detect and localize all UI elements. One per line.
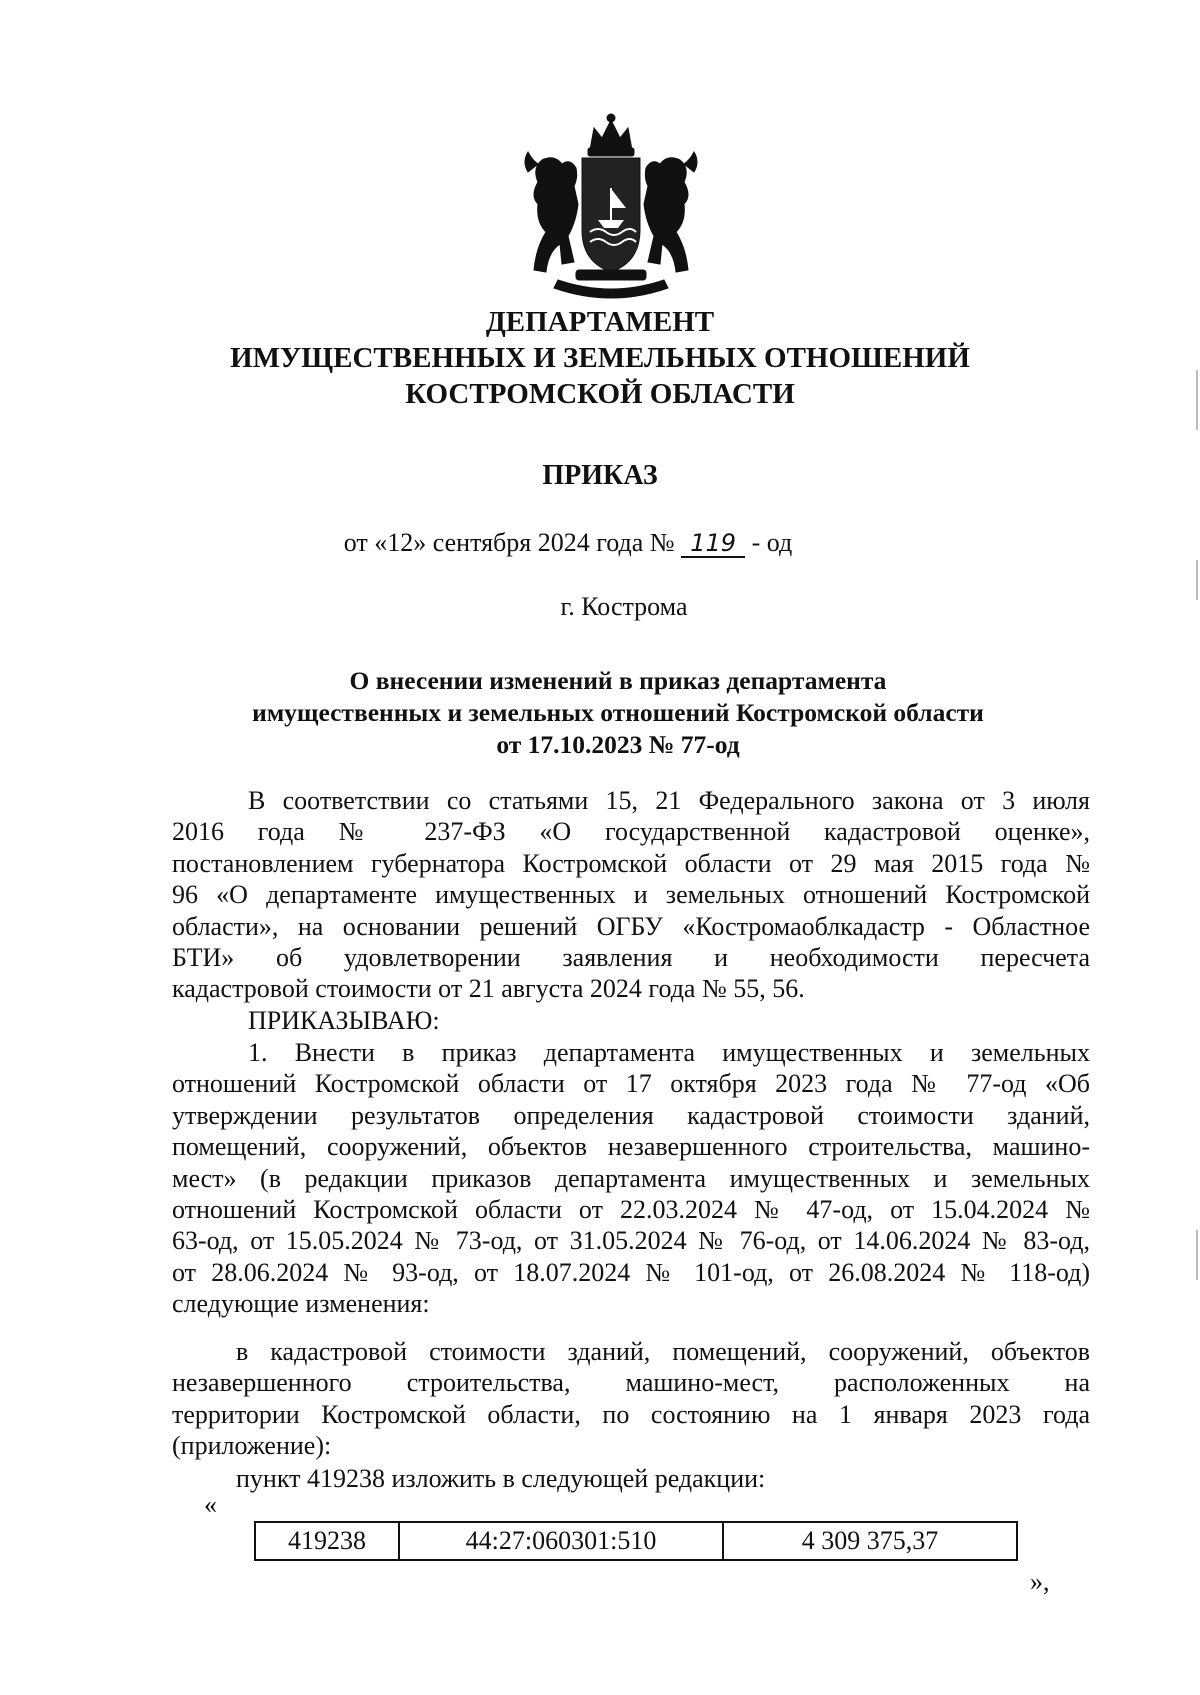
table-cell-item-number: 419238	[255, 1522, 399, 1560]
item1-line: отношений Костромской области от 22.03.2024 № 47-од, от 15.04.2024 №	[172, 1195, 1090, 1225]
item1-line: отношений Костромской области от 17 октября 2023 года № 77-од «Об	[172, 1069, 1090, 1099]
preamble-line: кадастровой стоимости от 21 августа 2024 года № 55, 56.	[172, 974, 805, 1004]
document-type-title: ПРИКАЗ	[542, 460, 658, 491]
item1-line: утверждении результатов определения кадастровой стоимости зданий,	[172, 1100, 1090, 1130]
header-line: КОСТРОМСКОЙ ОБЛАСТИ	[405, 378, 795, 410]
header-line: ДЕПАРТАМЕНТ	[485, 306, 715, 338]
item1-line: 63-од, от 15.05.2024 № 73-од, от 31.05.2024 № 76-од, от 14.06.2024 № 83-од,	[172, 1226, 1090, 1256]
change-paragraph	[172, 1336, 1090, 1462]
item1-line: мест» (в редакции приказов департамента имущественных и земельных	[172, 1163, 1090, 1193]
preamble-line: 96 «О департаменте имущественных и земельных отношений Костромской	[172, 880, 1090, 910]
item1-line: от 28.06.2024 № 93-од, от 18.07.2024 № 101-од, от 26.08.2024 № 118-од)	[172, 1257, 1090, 1287]
change-line: территории Костромской области, по состоянию на 1 января 2023 года	[172, 1399, 1090, 1429]
item1-line: 1. Внести в приказ департамента имущественных и земельных	[248, 1038, 1090, 1067]
preamble-line: постановлением губернатора Костромской области от 29 мая 2015 года №	[172, 848, 1090, 878]
scan-edge-mark	[1196, 370, 1198, 430]
preamble-line: БТИ» об удовлетворении заявления и необходимости пересчета	[172, 943, 1090, 973]
preamble-line: В соответствии со статьями 15, 21 Федерального закона от 3 июля	[248, 786, 1090, 815]
item-1-paragraph	[172, 1037, 1090, 1320]
item1-line: следующие изменения:	[172, 1289, 430, 1319]
order-date: от «12» сентября 2024 года №	[343, 528, 675, 557]
closing-quote: »,	[1030, 1567, 1050, 1596]
table-cell-cadastral-number: 44:27:060301:510	[399, 1522, 723, 1560]
subject-line: О внесении изменений в приказ департамента	[349, 666, 887, 695]
subject-line: имущественных и земельных отношений Костромской области	[252, 698, 984, 727]
order-suffix: - од	[751, 528, 793, 557]
order-date-line	[0, 528, 1168, 558]
preamble-line: 2016 года № 237-ФЗ «О государственной кадастровой оценке»,	[172, 817, 1090, 847]
header-line: ИМУЩЕСТВЕННЫХ И ЗЕМЕЛЬНЫХ ОТНОШЕНИЙ	[230, 342, 970, 374]
preamble-line: области», на основании решений ОГБУ «Костромаоблкадастр - Областное	[172, 911, 1090, 941]
change-line: в кадастровой стоимости зданий, помещений, сооружений, объектов	[236, 1337, 1090, 1366]
department-header	[0, 304, 1200, 412]
scan-edge-mark	[1196, 560, 1198, 600]
item1-line: помещений, сооружений, объектов незавершенного строительства, машино-	[172, 1132, 1090, 1162]
cadastral-value-table	[254, 1521, 1018, 1561]
order-number-handwritten: 119	[681, 530, 745, 558]
table-row	[255, 1522, 1017, 1560]
scan-edge-mark	[1196, 1230, 1198, 1280]
preamble-paragraph	[172, 785, 1090, 1036]
order-word: ПРИКАЗЫВАЮ:	[248, 1005, 440, 1035]
table-cell-cadastral-value: 4 309 375,37	[723, 1522, 1017, 1560]
point-line: пункт 419238 изложить в следующей редакции:	[236, 1464, 766, 1493]
city-line: г. Кострома	[560, 592, 688, 621]
kostroma-coat-of-arms-icon	[518, 112, 704, 308]
change-line: (приложение):	[172, 1431, 332, 1461]
change-line: незавершенного строительства, машино-мест, расположенных на	[172, 1368, 1090, 1398]
order-subject	[18, 665, 1200, 761]
subject-line: от 17.10.2023 № 77-од	[496, 730, 740, 759]
opening-quote: «	[204, 1490, 217, 1519]
